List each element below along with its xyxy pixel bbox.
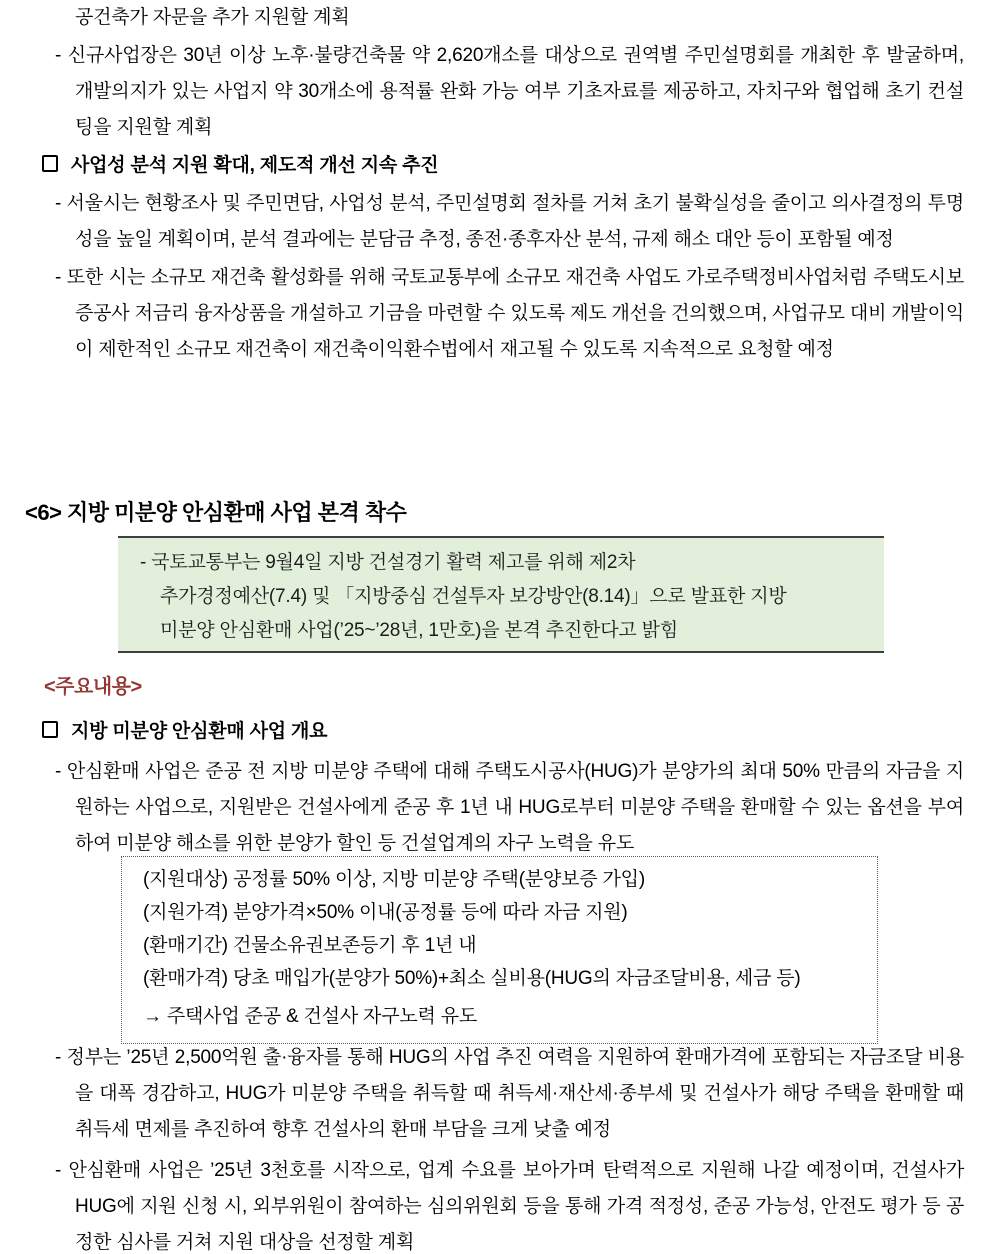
section-heading-business-analysis <box>42 148 1000 184</box>
square-bullet-icon <box>42 721 58 738</box>
dash-item-seoul-analysis: - 서울시는 현황조사 및 주민면담, 사업성 분석, 주민설명회 절차를 거쳐 초기 불확실성을 줄이고 의사결정의 투명성을 높일 계획이며, 분석 결과에는 분담금 추정, 종전·종후자산 분석, 규제 해소 대안 등이 포함될 예정 <box>55 193 964 250</box>
main-content-section <box>0 672 1000 864</box>
highlight-line: 미분양 안심환매 사업(’25~’28년, 1만호)을 본격 추진한다고 밝힘 <box>160 620 678 641</box>
highlight-line: - 국토교통부는 9월4일 지방 건설경기 활력 제고를 위해 제2차 <box>140 552 636 573</box>
section6-title: <6> 지방 미분양 안심환매 사업 본격 착수 <box>25 500 407 525</box>
square-bullet-icon <box>42 155 58 172</box>
dash-item-government-support: - 정부는 ’25년 2,500억원 출·융자를 통해 HUG의 사업 추진 여력을 지원하여 환매가격에 포함되는 자금조달 비용을 대폭 경감하고, HUG가 미분양 주택을 취득할 때 취득세·재산세·종부세 및 건설사가 해당 주택을 환매할 때 취득세 면제를 추진하여 향후 건설사의 환매 부담을 크게 낮출 예정 <box>55 1047 964 1140</box>
terms-arrow-line: → 주택사업 준공 & 건설사 자구노력 유도 <box>143 1006 478 1027</box>
program-terms-box <box>121 856 878 1044</box>
bottom-section <box>0 1040 1000 1254</box>
continuation-line: 공건축가 자문을 추가 지원할 계획 <box>75 7 350 28</box>
highlight-line: 추가경정예산(7.4) 및 「지방중심 건설투자 보강방안(8.14)」으로 발표한 지방 <box>160 586 787 607</box>
main-content-label: <주요내용> <box>44 676 142 698</box>
top-section <box>0 0 1000 370</box>
dash-item-small-rebuild: - 또한 시는 소규모 재건축 활성화를 위해 국토교통부에 소규모 재건축 사업도 가로주택정비사업처럼 주택도시보증공사 저금리 융자상품을 개설하고 기금을 마련할 수 있도록 제도 개선을 건의했으며, 사업규모 대비 개발이익이 제한적인 소규모 재건축이 재건축이익환수법에서 재고될 수 있도록 지속적으로 요청할 예정 <box>55 267 964 360</box>
terms-line-target: (지원대상) 공정률 50% 이상, 지방 미분양 주택(분양보증 가입) <box>143 869 645 890</box>
dash-item-new-sites: - 신규사업장은 30년 이상 노후·불량건축물 약 2,620개소를 대상으로 권역별 주민설명회를 개최한 후 발굴하며, 개발의지가 있는 사업지 약 30개소에 용적률 완화 가능 여부 기초자료를 제공하고, 자치구와 협업해 초기 컨설팅을 지원할 계획 <box>55 45 964 138</box>
dash-item-rollout-plan: - 안심환매 사업은 ’25년 3천호를 시작으로, 업계 수요를 보아가며 탄력적으로 지원해 나갈 예정이며, 건설사가 HUG에 지원 신청 시, 외부위원이 참여하는 심의위원회 등을 통해 가격 적정성, 준공 가능성, 안전도 평가 등 공정한 심사를 거쳐 지원 대상을 선정할 계획 <box>55 1160 964 1253</box>
dash-item-program-overview: - 안심환매 사업은 준공 전 지방 미분양 주택에 대해 주택도시공사(HUG)가 분양가의 최대 50% 만큼의 자금을 지원하는 사업으로, 지원받은 건설사에게 준공 후 1년 내 HUG로부터 미분양 주택을 환매할 수 있는 옵션을 부여하여 미분양 해소를 위한 분양가 할인 등 건설업계의 자구 노력을 유도 <box>55 761 964 854</box>
heading-text: 사업성 분석 지원 확대, 제도적 개선 지속 추진 <box>71 155 439 176</box>
section-heading-program-overview <box>42 714 1000 750</box>
terms-line-buyback-price: (환매가격) 당초 매입가(분양가 50%)+최소 실비용(HUG의 자금조달비용, 세금 등) <box>143 968 801 989</box>
terms-line-period: (환매기간) 건물소유권보존등기 후 1년 내 <box>143 935 477 956</box>
terms-line-price: (지원가격) 분양가격×50% 이내(공정률 등에 따라 자금 지원) <box>143 902 628 923</box>
section6-block <box>0 494 1000 653</box>
heading-text: 지방 미분양 안심환매 사업 개요 <box>71 721 328 742</box>
summary-highlight-box <box>118 536 884 653</box>
